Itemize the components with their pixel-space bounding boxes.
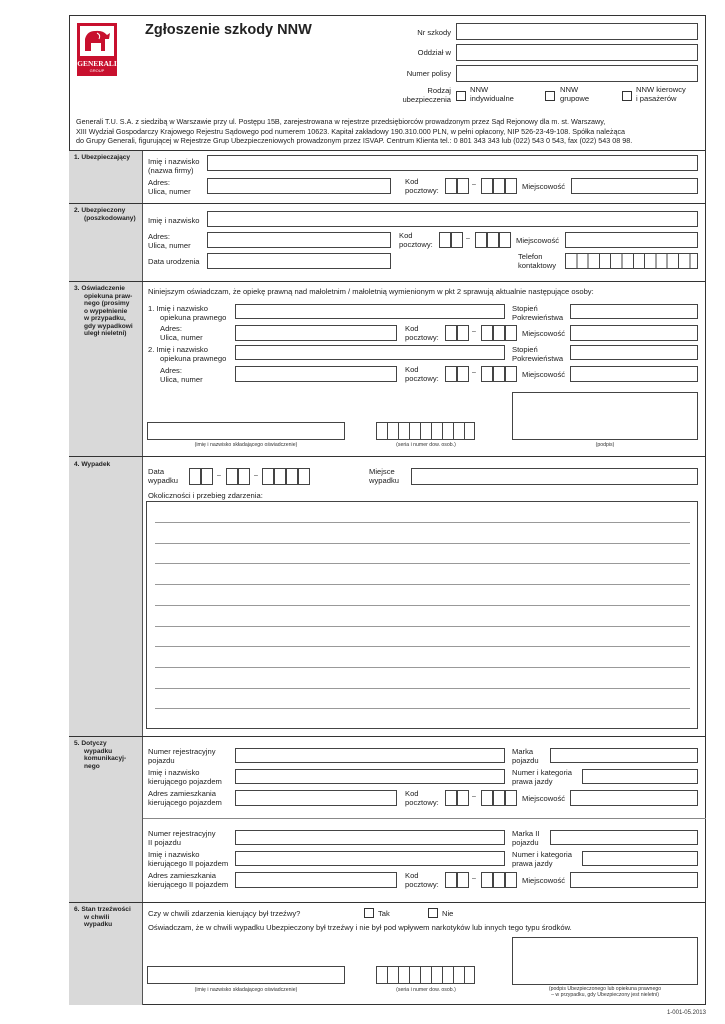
- s3-title-line: nego (prosimy: [84, 300, 130, 308]
- divider: [69, 456, 706, 457]
- g2-line1: 2. Imię i nazwisko: [148, 345, 208, 354]
- postal-dash: –: [472, 793, 476, 800]
- s1-postal-digit[interactable]: [493, 178, 505, 194]
- s3-g1-postal-digit[interactable]: [481, 325, 493, 341]
- s5-kod2-label: [405, 871, 439, 889]
- s1-adres-input[interactable]: [207, 178, 391, 194]
- s5-postal1-digit[interactable]: [493, 790, 505, 806]
- s5-postal1-digit[interactable]: [505, 790, 517, 806]
- adres2-line1: Adres zamieszkania: [148, 871, 216, 880]
- s3-g2-postal-digit[interactable]: [481, 366, 493, 382]
- s3-g2-postal-digit[interactable]: [505, 366, 517, 382]
- s3-g1-adres-input[interactable]: [235, 325, 397, 341]
- s3-g1-stopien-label: [512, 304, 563, 322]
- s3-g1-imie-input[interactable]: [235, 304, 505, 319]
- marka1-line2: pojazdu: [512, 756, 539, 766]
- date-dash: –: [217, 472, 221, 479]
- s5-kat1-label: [512, 768, 572, 786]
- s3-caption-imie: (imię i nazwisko składającego oświadczenie): [194, 442, 298, 448]
- s5-nr2-input[interactable]: [235, 830, 505, 845]
- oddzial-label: Oddział w: [417, 48, 451, 57]
- date-year-digit[interactable]: [262, 468, 274, 485]
- s5-separator: [143, 818, 706, 819]
- s3-g1-kod-label: [405, 324, 439, 342]
- date-day-digit[interactable]: [189, 468, 201, 485]
- adres-text: Adres:: [160, 366, 182, 375]
- nnw-grupowe-checkbox[interactable]: [545, 91, 555, 101]
- s4-title-line: 4. Wypadek: [74, 461, 111, 468]
- logo-brand: GENERALI: [77, 59, 117, 68]
- s5-imie1-label: [148, 768, 222, 786]
- s5-nr1-label: [148, 747, 216, 765]
- s2-postal-digit[interactable]: [475, 232, 487, 248]
- s3-title-line: o wypełnienie: [84, 307, 128, 315]
- writing-line: [155, 626, 690, 627]
- s2-adres-input[interactable]: [207, 232, 391, 248]
- divider: [69, 281, 706, 282]
- s1-postal-digit[interactable]: [481, 178, 493, 194]
- s3-g2-miejscowosc-label: Miejscowość: [522, 370, 566, 379]
- numer-polisy-label: Numer polisy: [406, 69, 451, 78]
- writing-line: [155, 667, 690, 668]
- imie1-line1: Imię i nazwisko: [148, 768, 200, 777]
- s1-imie-line1: Imię i nazwisko: [148, 157, 200, 166]
- opt3-line1: NNW kierowcy: [636, 85, 686, 94]
- s3-title-line: uległ nieletni): [84, 330, 127, 338]
- legal-line: do Grupy Generali, figurującej w Rejestrze Grup Ubezpieczeniowych prowadzonym przez ISVAP. Centrum Klienta tel.: 0 801 343 343 lub (022) 543 0 543, fax (022) 543 08 98.: [76, 136, 633, 146]
- s6-title-line: w chwili: [84, 913, 110, 921]
- s5-title-line: nego: [84, 762, 100, 770]
- nr2-line1: Numer rejestracyjny: [148, 829, 216, 838]
- pocztowy-text: pocztowy:: [405, 333, 439, 343]
- s1-kod-label: [405, 177, 439, 195]
- marka1-line1: Marka: [512, 747, 534, 756]
- ulica-text: Ulica, numer: [148, 241, 191, 251]
- legal-line: Generali T.U. S.A. z siedzibą w Warszawie przy ul. Postępu 15B, zarejestrowana w rejestrze przedsiębiorców prowadzonym przez Sąd Rejonowy dla m. st. Warszawy,: [76, 117, 606, 126]
- nnw-indywidualne-label: [470, 85, 514, 103]
- s5-marka1-label: [512, 747, 539, 765]
- postal-dash: –: [472, 328, 476, 335]
- s3-g1-postal-digit[interactable]: [493, 325, 505, 341]
- telefon-line2: kontaktowy: [518, 261, 556, 271]
- kat1-line1: Numer i kategoria: [512, 768, 572, 777]
- legal-line: XIII Wydział Gospodarczy Krajowego Rejestru Sądowego pod numerem 10623. Kapitał zakładowy 190.310.000 PLN, w pełni opłacony, NIP 526-23-49-108. Spółka należąca: [76, 126, 626, 136]
- s5-miejscowosc1-input[interactable]: [570, 790, 698, 806]
- s1-adres-label: [148, 178, 191, 196]
- s5-miejscowosc1-label: Miejscowość: [522, 794, 566, 803]
- s5-postal2-digit[interactable]: [493, 872, 505, 888]
- adres1-line1: Adres zamieszkania: [148, 789, 216, 798]
- ulica-text: Ulica, numer: [160, 333, 203, 343]
- s1-postal-digit[interactable]: [457, 178, 469, 194]
- tak-label: Tak: [378, 909, 390, 918]
- s5-postal1-digit[interactable]: [481, 790, 493, 806]
- g1-line2: opiekuna prawnego: [160, 313, 227, 323]
- s3-g1-postal-digit[interactable]: [505, 325, 517, 341]
- marka2-line1: Marka II: [512, 829, 540, 838]
- s4-miejsce-line2: wypadku: [369, 476, 399, 486]
- stopien-line2: Pokrewieństwa: [512, 313, 564, 323]
- ulica-text: Ulica, numer: [160, 375, 203, 385]
- divider: [69, 150, 706, 151]
- s3-caption-seria: (seria i numer dow. osob.): [396, 442, 456, 448]
- s4-okolicznosci-textarea[interactable]: [146, 501, 698, 729]
- s3-intro: Niniejszym oświadczam, że opiekę prawną nad małoletnim / małoletnią wymienionym w pkt 2 sprawują aktualnie następujące osoby:: [148, 287, 594, 296]
- pocztowy-text: pocztowy:: [405, 374, 439, 384]
- s5-nr2-label: [148, 829, 216, 847]
- nr1-line1: Numer rejestracyjny: [148, 747, 216, 756]
- s5-miejscowosc2-input[interactable]: [570, 872, 698, 888]
- s3-title-line: opiekuna praw-: [84, 292, 133, 300]
- s6-oswiadczajacy-input[interactable]: [147, 966, 345, 984]
- oddzial-input[interactable]: [456, 44, 698, 61]
- s3-g2-adres-label: [160, 366, 203, 384]
- nie-label: Nie: [442, 909, 454, 918]
- s5-nr1-input[interactable]: [235, 748, 505, 763]
- date-day-digit[interactable]: [201, 468, 213, 485]
- pocztowy-text: pocztowy:: [405, 798, 439, 808]
- writing-line: [155, 688, 690, 689]
- adres-text: Adres:: [160, 324, 182, 333]
- opt1-line2: indywidualne: [470, 94, 514, 104]
- opt2-line2: grupowe: [560, 94, 590, 104]
- nr1-line2: pojazdu: [148, 756, 175, 766]
- s3-g2-stopien-input[interactable]: [570, 345, 698, 360]
- divider: [69, 736, 706, 737]
- s2-adres-label: [148, 232, 191, 250]
- kod-text: Kod: [405, 871, 419, 880]
- lion-icon: [77, 23, 117, 59]
- s2-postal-digit[interactable]: [451, 232, 463, 248]
- s2-title-line: 2. Ubezpieczony: [74, 207, 126, 214]
- s5-title-line: 5. Dotyczy: [74, 740, 107, 747]
- s6-dowod-digits[interactable]: [376, 966, 475, 984]
- s2-imie-input[interactable]: [207, 211, 698, 227]
- rodzaj-line2: ubezpieczenia: [402, 95, 451, 105]
- s1-postal-digit[interactable]: [505, 178, 517, 194]
- kat2-line2: prawa jazdy: [512, 859, 553, 869]
- s5-imie1-input[interactable]: [235, 769, 505, 784]
- s5-adres1-input[interactable]: [235, 790, 397, 806]
- adres1-line2: kierującego pojazdem: [148, 798, 222, 808]
- s2-miejscowosc-label: Miejscowość: [516, 236, 560, 245]
- stopien-line1: Stopień: [512, 345, 538, 354]
- form-code: 1-001-05.2013: [666, 1010, 706, 1016]
- s1-imie-input[interactable]: [207, 155, 698, 171]
- s6-podpis-box[interactable]: [512, 937, 698, 985]
- postal-dash: –: [472, 875, 476, 882]
- s3-title-line: 3. Oświadczenie: [74, 285, 125, 292]
- logo-group: GROUP: [89, 68, 105, 73]
- divider: [69, 902, 706, 903]
- s4-data-label: [148, 467, 178, 485]
- date-dash: –: [254, 472, 258, 479]
- s1-miejscowosc-input[interactable]: [571, 178, 698, 194]
- s6-declaration: Oświadczam, że w chwili wypadku Ubezpieczony był trzeźwy i nie był pod wpływem narkotyków lub innych tego typu środków.: [148, 923, 572, 932]
- s2-data-input[interactable]: [207, 253, 391, 269]
- s4-miejsce-label: [369, 467, 399, 485]
- s5-imie2-label: [148, 850, 228, 868]
- s5-postal2-digit[interactable]: [505, 872, 517, 888]
- postal-dash: –: [466, 235, 470, 242]
- s3-g2-label: [148, 345, 226, 363]
- s3-oswiadczajacy-input[interactable]: [147, 422, 345, 440]
- kod-text: Kod: [405, 789, 419, 798]
- s5-adres1-label: [148, 789, 222, 807]
- writing-line: [155, 563, 690, 564]
- nnw-kierowcy-checkbox[interactable]: [622, 91, 632, 101]
- s2-postal-digit[interactable]: [487, 232, 499, 248]
- s3-title-line: w przypadku,: [84, 315, 126, 323]
- kod-text: Kod: [405, 365, 419, 374]
- s2-miejscowosc-input[interactable]: [565, 232, 698, 248]
- s3-dowod-digits[interactable]: [376, 422, 475, 440]
- s5-postal1-digit[interactable]: [457, 790, 469, 806]
- s5-marka1-input[interactable]: [550, 748, 698, 763]
- rodzaj-label: [380, 86, 451, 104]
- nnw-grupowe-label: [560, 85, 589, 103]
- s2-data-label: Data urodzenia: [148, 257, 200, 266]
- s3-podpis-box[interactable]: [512, 392, 698, 440]
- section-5-title: [74, 740, 126, 770]
- s4-okolicznosci-label: Okoliczności i przebieg zdarzenia:: [148, 491, 263, 500]
- telefon-line1: Telefon: [518, 252, 543, 261]
- s5-postal2-digit[interactable]: [457, 872, 469, 888]
- imie2-line2: kierującego II pojazdem: [148, 859, 229, 869]
- section-6-title: [74, 906, 131, 929]
- marka2-line2: pojazdu: [512, 838, 539, 848]
- nr-szkody-input[interactable]: [456, 23, 698, 40]
- writing-line: [155, 584, 690, 585]
- s3-g2-postal-digit[interactable]: [445, 366, 457, 382]
- s5-kat1-input[interactable]: [582, 769, 698, 784]
- s3-g2-adres-input[interactable]: [235, 366, 397, 382]
- page-title: Zgłoszenie szkody NNW: [145, 22, 312, 38]
- s2-telefon-label: [518, 252, 556, 270]
- s1-postal-digit[interactable]: [445, 178, 457, 194]
- adres-text: Adres:: [148, 178, 170, 187]
- writing-line: [155, 543, 690, 544]
- s3-g2-kod-label: [405, 365, 439, 383]
- section-4-title: [74, 461, 110, 469]
- adres2-line2: kierującego II pojazdem: [148, 880, 229, 890]
- s4-data-line1: Data: [148, 467, 165, 476]
- s4-miejsce-input[interactable]: [411, 468, 698, 485]
- g2-line2: opiekuna prawnego: [160, 354, 227, 364]
- pocztowy-text: pocztowy:: [405, 880, 439, 890]
- imie1-line2: kierującego pojazdem: [148, 777, 222, 787]
- g1-line1: 1. Imię i nazwisko: [148, 304, 208, 313]
- nr-szkody-label: Nr szkody: [417, 28, 451, 37]
- date-year-digit[interactable]: [298, 468, 310, 485]
- s1-miejscowosc-label: Miejscowość: [522, 182, 566, 191]
- ulica-text: Ulica, numer: [148, 187, 191, 197]
- s3-title-line: gdy wypadkowi: [84, 322, 133, 330]
- date-year-digit[interactable]: [274, 468, 286, 485]
- s5-adres2-label: [148, 871, 228, 889]
- postal-dash: –: [472, 369, 476, 376]
- s3-g1-postal-digit[interactable]: [445, 325, 457, 341]
- s6-caption-imie: (imię i nazwisko składającego oświadczenie): [194, 987, 298, 993]
- s1-title-line: 1. Ubezpieczający: [74, 154, 131, 161]
- s2-postal-digit[interactable]: [499, 232, 511, 248]
- nie-checkbox[interactable]: [428, 908, 438, 918]
- s3-g1-postal-digit[interactable]: [457, 325, 469, 341]
- numer-polisy-input[interactable]: [456, 65, 698, 82]
- section-3-title: [74, 285, 133, 338]
- s6-title-line: 6. Stan trzeźwości: [74, 906, 131, 913]
- imie2-line1: Imię i nazwisko: [148, 850, 200, 859]
- s4-miejsce-line1: Miejsce: [369, 467, 395, 476]
- s2-title-line: (poszkodowany): [84, 214, 136, 222]
- s2-kod-label: [399, 231, 433, 249]
- s3-caption-podpis: (podpis): [595, 442, 615, 448]
- s5-marka2-label: [512, 829, 539, 847]
- stopien-line1: Stopień: [512, 304, 538, 313]
- divider: [69, 203, 706, 204]
- postal-dash: –: [472, 181, 476, 188]
- podpis2-line1: (podpis Ubezpieczonego lub opiekuna prawnego: [548, 986, 662, 992]
- s4-data-line2: wypadku: [148, 476, 178, 486]
- pocztowy-text: pocztowy:: [405, 186, 439, 196]
- kod-text: Kod: [405, 177, 419, 186]
- stopien-line2: Pokrewieństwa: [512, 354, 564, 364]
- writing-line: [155, 646, 690, 647]
- date-month-digit[interactable]: [238, 468, 250, 485]
- kat1-line2: prawa jazdy: [512, 777, 553, 787]
- opt2-line1: NNW: [560, 85, 579, 94]
- s3-g1-stopien-input[interactable]: [570, 304, 698, 319]
- kod-text: Kod: [399, 231, 413, 240]
- s6-caption-podpis: [512, 986, 698, 998]
- writing-line: [155, 522, 690, 523]
- opt1-line1: NNW: [470, 85, 489, 94]
- s5-postal2-digit[interactable]: [445, 872, 457, 888]
- kat2-line1: Numer i kategoria: [512, 850, 572, 859]
- s3-g2-postal-digit[interactable]: [457, 366, 469, 382]
- s5-imie2-input[interactable]: [235, 851, 505, 866]
- opt3-line2: i pasażerów: [636, 94, 677, 104]
- tak-checkbox[interactable]: [364, 908, 374, 918]
- section-4-sidebar: [69, 457, 143, 736]
- s1-imie-line2: (nazwa firmy): [148, 166, 194, 176]
- rodzaj-line1: Rodzaj: [427, 86, 451, 95]
- generali-logo: [77, 23, 117, 76]
- nnw-kierowcy-label: [636, 85, 686, 103]
- writing-line: [155, 605, 690, 606]
- s3-g1-miejscowosc-input[interactable]: [570, 325, 698, 341]
- s5-postal1-digit[interactable]: [445, 790, 457, 806]
- legal-notice: [76, 117, 704, 146]
- s5-adres2-input[interactable]: [235, 872, 397, 888]
- writing-line: [155, 708, 690, 709]
- s3-g2-miejscowosc-input[interactable]: [570, 366, 698, 382]
- nr2-line2: II pojazdu: [148, 838, 181, 848]
- s5-title-line: komunikacyj-: [84, 755, 127, 763]
- s5-postal2-digit[interactable]: [481, 872, 493, 888]
- s3-g2-imie-input[interactable]: [235, 345, 505, 360]
- section-1-title: [74, 154, 130, 162]
- s5-kat2-input[interactable]: [582, 851, 698, 866]
- kod-text: Kod: [405, 324, 419, 333]
- s6-caption-seria: (seria i numer dow. osob.): [396, 987, 456, 993]
- s5-miejscowosc2-label: Miejscowość: [522, 876, 566, 885]
- s3-g1-miejscowosc-label: Miejscowość: [522, 329, 566, 338]
- s2-postal-digit[interactable]: [439, 232, 451, 248]
- s2-imie-label: Imię i nazwisko: [148, 216, 200, 225]
- s5-title-line: wypadku: [84, 747, 113, 755]
- nnw-indywidualne-checkbox[interactable]: [456, 91, 466, 101]
- s3-g1-label: [148, 304, 226, 322]
- s3-g1-adres-label: [160, 324, 203, 342]
- pocztowy-text: pocztowy:: [399, 240, 433, 250]
- s5-kod1-label: [405, 789, 439, 807]
- s6-question: Czy w chwili zdarzenia kierujący był trzeźwy?: [148, 909, 301, 918]
- s5-marka2-input[interactable]: [550, 830, 698, 845]
- s1-imie-label: [148, 157, 199, 175]
- date-month-digit[interactable]: [226, 468, 238, 485]
- date-year-digit[interactable]: [286, 468, 298, 485]
- podpis2-line2: – w przypadku, gdy Ubezpieczony jest nieletni): [551, 992, 659, 999]
- s2-telefon-digits[interactable]: [565, 253, 698, 269]
- section-2-title: [74, 207, 136, 222]
- adres-text: Adres:: [148, 232, 170, 241]
- s3-g2-postal-digit[interactable]: [493, 366, 505, 382]
- s5-kat2-label: [512, 850, 572, 868]
- s6-title-line: wypadku: [84, 921, 113, 929]
- s3-g2-stopien-label: [512, 345, 563, 363]
